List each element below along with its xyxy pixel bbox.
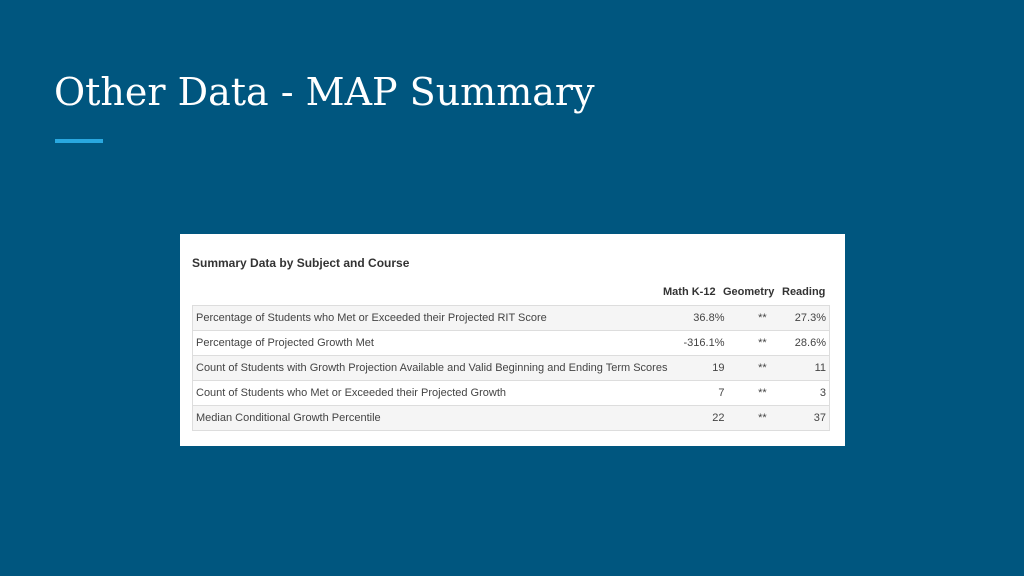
table-row: [192, 381, 830, 406]
table-row: [192, 331, 830, 356]
table-row: [192, 406, 830, 431]
cell-geometry: **: [728, 331, 776, 356]
cell-math: -316.1%: [671, 331, 728, 356]
row-label: Count of Students who Met or Exceeded their Projected Growth: [192, 381, 671, 406]
cell-math: 22: [671, 406, 728, 431]
summary-data-table: [192, 305, 830, 431]
cell-reading: 11: [777, 356, 830, 381]
cell-reading: 37: [777, 406, 830, 431]
table-row: [192, 306, 830, 331]
table-heading: Summary Data by Subject and Course: [192, 256, 410, 270]
table-row: [192, 356, 830, 381]
cell-geometry: **: [728, 306, 776, 331]
row-label: Count of Students with Growth Projection Available and Valid Beginning and Ending Term Scores: [192, 356, 671, 381]
row-label: Median Conditional Growth Percentile: [192, 406, 671, 431]
slide-title: Other Data - MAP Summary: [54, 70, 595, 114]
row-label: Percentage of Students who Met or Exceeded their Projected RIT Score: [192, 306, 671, 331]
cell-geometry: **: [728, 356, 776, 381]
cell-math: 7: [671, 381, 728, 406]
row-label: Percentage of Projected Growth Met: [192, 331, 671, 356]
summary-table-panel: [180, 234, 845, 446]
cell-math: 19: [671, 356, 728, 381]
cell-math: 36.8%: [671, 306, 728, 331]
title-accent-bar: [55, 139, 103, 143]
cell-reading: 28.6%: [777, 331, 830, 356]
cell-reading: 3: [777, 381, 830, 406]
cell-reading: 27.3%: [777, 306, 830, 331]
column-header-math: Math K-12: [663, 286, 716, 298]
cell-geometry: **: [728, 406, 776, 431]
column-header-reading: Reading: [782, 286, 826, 298]
column-header-geometry: Geometry: [723, 286, 775, 298]
cell-geometry: **: [728, 381, 776, 406]
